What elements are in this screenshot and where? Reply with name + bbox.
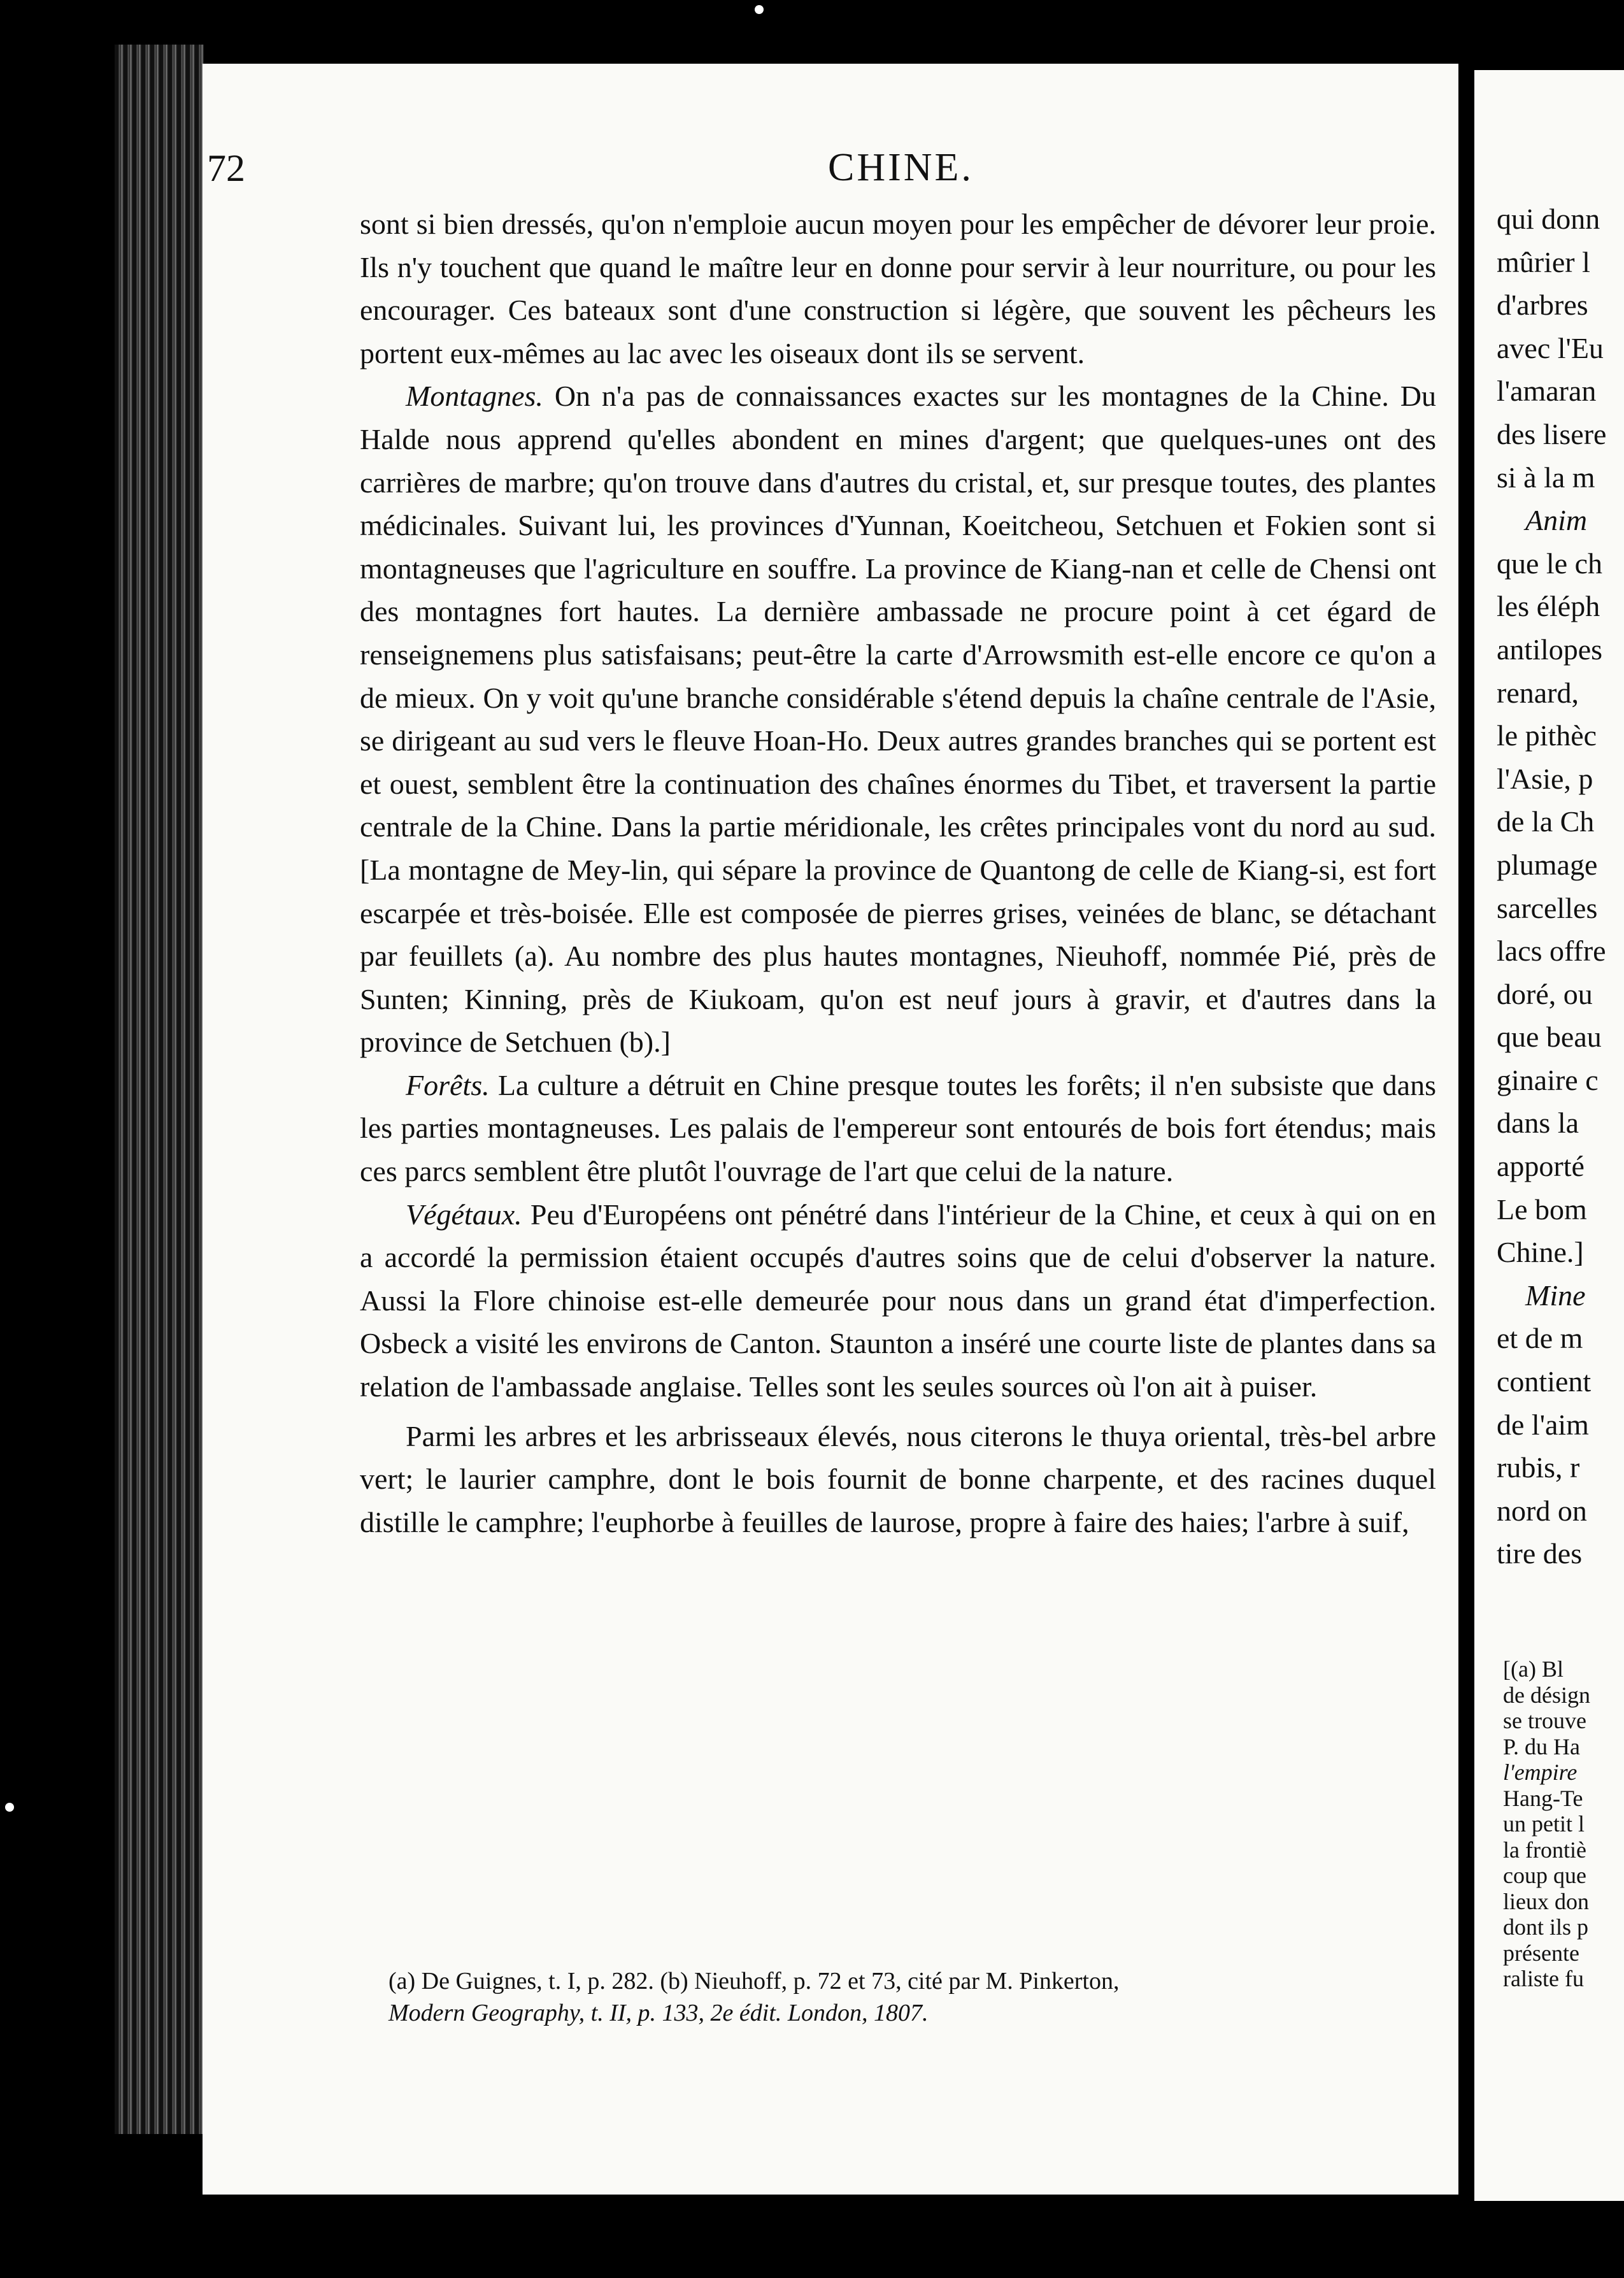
right-page-line: le pithèc <box>1497 719 1597 752</box>
page-number: 72 <box>207 147 245 189</box>
scan-speck <box>755 5 764 14</box>
paragraph-text: sont si bien dressés, qu'on n'emploie aucun moyen pour les empêcher de dévorer leur proie. Ils n'y touchent que quand le maître leur en donne pour servir à leur nourriture, ou pour les encourager. Ces bateaux sont d'une construction si légère, que souvent les pêcheurs les portent eux-mêmes au lac avec les oiseaux dont ils se servent. <box>360 208 1436 369</box>
book-page-edges <box>115 45 204 2134</box>
right-page-note-line: P. du Ha <box>1503 1733 1581 1759</box>
right-page-line: renard, <box>1497 676 1579 709</box>
right-page-line: Anim <box>1525 504 1588 537</box>
right-page-line: et de m <box>1497 1322 1583 1355</box>
right-page-line: rubis, r <box>1497 1451 1580 1484</box>
right-page-line: ginaire c <box>1497 1063 1599 1096</box>
right-page-line: les éléph <box>1497 590 1600 623</box>
paragraph-boats <box>360 203 1436 375</box>
right-page-note-line: de désign <box>1503 1682 1590 1708</box>
right-page-line: plumage <box>1497 848 1598 881</box>
paragraph-montagnes <box>360 375 1436 1064</box>
paragraph-arbres <box>360 1415 1436 1544</box>
right-page-note-line: un petit l <box>1503 1811 1585 1837</box>
section-lead-montagnes: Montagnes. <box>406 380 543 413</box>
right-page-notes <box>1503 1656 1624 1992</box>
paragraph-vegetaux <box>360 1193 1436 1408</box>
right-page-note-line: coup que <box>1503 1863 1586 1888</box>
right-page-note-line: se trouve <box>1503 1708 1586 1733</box>
right-page-line: l'Asie, p <box>1497 762 1593 795</box>
footnote-line: Modern Geography, t. II, p. 133, 2e édit. London, 1807. <box>388 2000 929 2026</box>
section-lead-vegetaux: Végétaux. <box>406 1198 522 1231</box>
right-page-line: de la Ch <box>1497 805 1595 838</box>
right-page-note-line: Hang-Te <box>1503 1785 1583 1811</box>
right-page-fragment <box>1474 70 1624 2201</box>
right-page-line: mûrier l <box>1497 245 1590 278</box>
right-page-line: doré, ou <box>1497 977 1593 1010</box>
right-page-line: que le ch <box>1497 547 1603 580</box>
right-page-line: dans la <box>1497 1107 1579 1140</box>
right-page-line: nord on <box>1497 1494 1587 1527</box>
right-page-line: Mine <box>1525 1279 1586 1312</box>
right-page-line: de l'aim <box>1497 1408 1589 1441</box>
right-page-line: lacs offre <box>1497 935 1606 968</box>
running-head: CHINE. <box>828 146 974 189</box>
right-page-line: contient <box>1497 1365 1592 1398</box>
right-page-line: qui donn <box>1497 203 1600 235</box>
right-page-note-line: dont ils p <box>1503 1914 1589 1940</box>
paragraph-text: On n'a pas de connaissances exactes sur les montagnes de la Chine. Du Halde nous apprend qu'elles abondent en mines d'argent; que quelques-unes ont des carrières de marbre; qu'on trouve dans d'autres du cristal, et, sur presque toutes, des plantes médicinales. Suivant lui, les provinces d'Yunnan, Koeitcheou, Setchuen et Fokien sont si montagneuses que l'agriculture en souffre. La province de Kiang-nan et celle de Chensi ont des montagnes fort hautes. La dernière ambassade ne procure point à cet égard de renseignemens plus satisfaisans; peut-être la carte d'Arrowsmith est-elle encore ce qu'on a de mieux. On y voit qu'une branche considérable s'étend depuis la chaîne centrale de l'Asie, se dirigeant au sud vers le fleuve Hoan-Ho. Deux autres grandes branches qui se portent est et ouest, semblent être la continuation des chaînes énormes du Tibet, et traversent la partie centrale de la Chine. Dans la partie méridionale, les crêtes principales vont du nord au sud. [La montagne de Mey-lin, qui sépare la province de Quantong de celle de Kiang-si, est fort escarpée et très-boisée. Elle est composée de pierres grises, veinées de blanc, se détachant par feuillets (a). Au nombre des plus hautes montagnes, Nieuhoff, nommée Pié, près de Sunten; Kinning, près de Kiukoam, qu'on est neuf jours à gravir, et d'autres dans la province de Setchuen (b).] <box>360 380 1436 1059</box>
right-page-line: si à la m <box>1497 461 1595 494</box>
right-page-note-line: l'empire <box>1503 1759 1578 1785</box>
right-page-line: Le bom <box>1497 1193 1587 1226</box>
main-text-column <box>360 203 1436 1544</box>
right-page-line: des lisere <box>1497 417 1607 450</box>
right-page-line: tire des <box>1497 1537 1583 1570</box>
right-page-text <box>1497 197 1624 1575</box>
paragraph-forets <box>360 1064 1436 1193</box>
right-page-line: l'amaran <box>1497 375 1597 408</box>
footnotes <box>360 1965 1436 2029</box>
right-page-line: Chine.] <box>1497 1236 1584 1269</box>
right-page-note-line: la frontiè <box>1503 1837 1586 1863</box>
right-page-note-line: lieux don <box>1503 1888 1589 1914</box>
right-page-line: avec l'Eu <box>1497 331 1604 364</box>
right-page-note-line: présente <box>1503 1940 1579 1966</box>
right-page-note-line: raliste fu <box>1503 1966 1584 1991</box>
right-page-line: apporté <box>1497 1150 1585 1183</box>
right-page-line: antilopes <box>1497 633 1603 666</box>
section-lead-forets: Forêts. <box>406 1068 490 1101</box>
paragraph-text: La culture a détruit en Chine presque toutes les forêts; il n'en subsiste que dans les parties montagneuses. Les palais de l'empereur sont entourés de bois fort étendus; mais ces parcs semblent être plutôt l'ouvrage de l'art que celui de la nature. <box>360 1068 1436 1188</box>
right-page-line: que beau <box>1497 1021 1602 1054</box>
right-page-note-line: [(a) Bl <box>1503 1656 1563 1682</box>
paragraph-text: Peu d'Européens ont pénétré dans l'intérieur de la Chine, et ceux à qui on en a accordé la permission étaient occupés d'autres soins que de celui d'observer la nature. Aussi la Flore chinoise est-elle demeurée pour nous dans un grand état d'imperfection. Osbeck a visité les environs de Canton. Staunton a inséré une courte liste de plantes dans sa relation de l'ambassade anglaise. Telles sont les seules sources où l'on ait à puiser. <box>360 1198 1436 1403</box>
right-page-line: sarcelles <box>1497 891 1598 924</box>
paragraph-text: Parmi les arbres et les arbrisseaux élevés, nous citerons le thuya oriental, très-bel arbre vert; le laurier camphre, dont le bois fournit de bonne charpente, et des racines duquel distille le camphre; l'euphorbe à feuilles de laurose, propre à faire des haies; l'arbre à suif, <box>360 1419 1436 1538</box>
footnote-line: (a) De Guignes, t. I, p. 282. (b) Nieuhoff, p. 72 et 73, cité par M. Pinkerton, <box>388 1968 1120 1995</box>
scan-speck <box>5 1803 14 1812</box>
right-page-line: d'arbres <box>1497 289 1588 322</box>
